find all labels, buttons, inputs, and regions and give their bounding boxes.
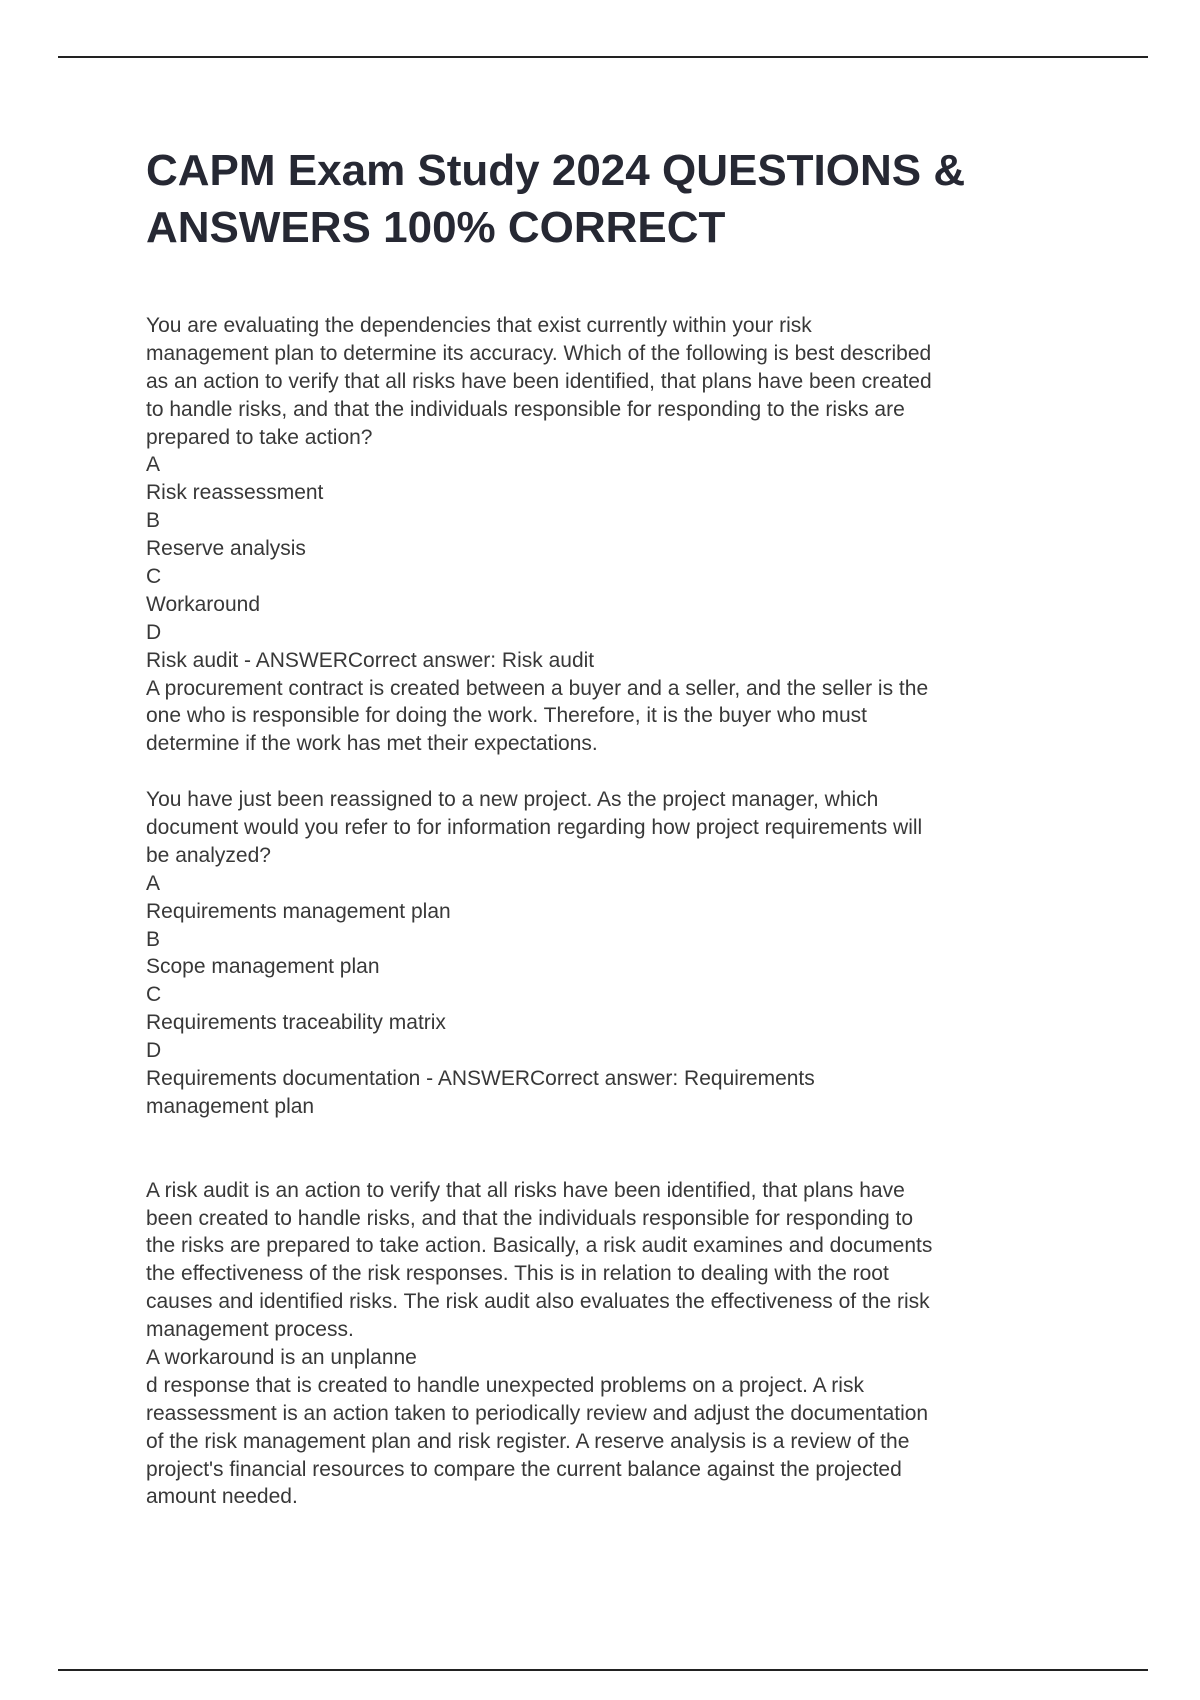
text-line: the effectiveness of the risk responses. This is in relation to dealing with the root (146, 1262, 889, 1286)
qa-block (146, 312, 1146, 758)
text-line: C (146, 565, 162, 589)
spacer (146, 758, 1146, 786)
text-line: A workaround is an unplanne (146, 1345, 417, 1369)
text-line: project's financial resources to compare the current balance against the projected (146, 1457, 902, 1481)
footer-rule (58, 1669, 1148, 1671)
text-line: to handle risks, and that the individuals responsible for responding to the risks are (146, 397, 905, 421)
text-line: Requirements management plan (146, 899, 451, 923)
text-line: document would you refer to for information regarding how project requirements will (146, 816, 923, 840)
text-line: Scope management plan (146, 955, 380, 979)
text-line: prepared to take action? (146, 425, 373, 449)
text-line: management process. (146, 1318, 354, 1342)
text-line: one who is responsible for doing the work. Therefore, it is the buyer who must (146, 704, 867, 728)
text-line: A procurement contract is created between a buyer and a seller, and the seller is the (146, 676, 929, 700)
text-line: d response that is created to handle unexpected problems on a project. A risk (146, 1373, 864, 1397)
text-line: A (146, 871, 161, 895)
document-body (146, 312, 1146, 1511)
text-line: Reserve analysis (146, 537, 306, 561)
text-line: B (146, 927, 161, 951)
title-line: ANSWERS 100% CORRECT (146, 203, 726, 252)
text-line: You have just been reassigned to a new project. As the project manager, which (146, 788, 879, 812)
text-line: D (146, 620, 162, 644)
text-line: management plan to determine its accuracy. Which of the following is best described (146, 341, 932, 365)
qa-block (146, 758, 1146, 1121)
text-line: as an action to verify that all risks have been identified, that plans have been created (146, 369, 932, 393)
text-line: be analyzed? (146, 843, 271, 867)
text-line: Risk audit - ANSWERCorrect answer: Risk audit (146, 648, 595, 672)
text-line: A risk audit is an action to verify that all risks have been identified, that plans have (146, 1178, 905, 1202)
text-line: C (146, 983, 162, 1007)
text-line: causes and identified risks. The risk audit also evaluates the effectiveness of the risk (146, 1290, 930, 1314)
text-line: Workaround (146, 592, 261, 616)
text-line: amount needed. (146, 1485, 298, 1509)
text-line: determine if the work has met their expectations. (146, 732, 598, 756)
title-line: CAPM Exam Study 2024 QUESTIONS & (146, 146, 966, 195)
text-line: B (146, 509, 161, 533)
qa-block (146, 1121, 1146, 1511)
text-line: A (146, 453, 161, 477)
page-title (146, 142, 1106, 256)
text-line: of the risk management plan and risk register. A reserve analysis is a review of the (146, 1429, 910, 1453)
text-line: You are evaluating the dependencies that exist currently within your risk (146, 314, 812, 337)
text-line: been created to handle risks, and that the individuals responsible for responding to (146, 1206, 913, 1230)
text-line: Risk reassessment (146, 481, 324, 505)
text-line: reassessment is an action taken to periodically review and adjust the documentation (146, 1401, 929, 1425)
text-line: D (146, 1039, 162, 1063)
spacer (146, 1121, 1146, 1149)
spacer (146, 1149, 1146, 1177)
text-line: the risks are prepared to take action. Basically, a risk audit examines and documents (146, 1234, 933, 1258)
text-line: management plan (146, 1094, 315, 1118)
header-rule (58, 56, 1148, 58)
text-line: Requirements traceability matrix (146, 1011, 446, 1035)
text-line: Requirements documentation - ANSWERCorrect answer: Requirements (146, 1067, 815, 1091)
